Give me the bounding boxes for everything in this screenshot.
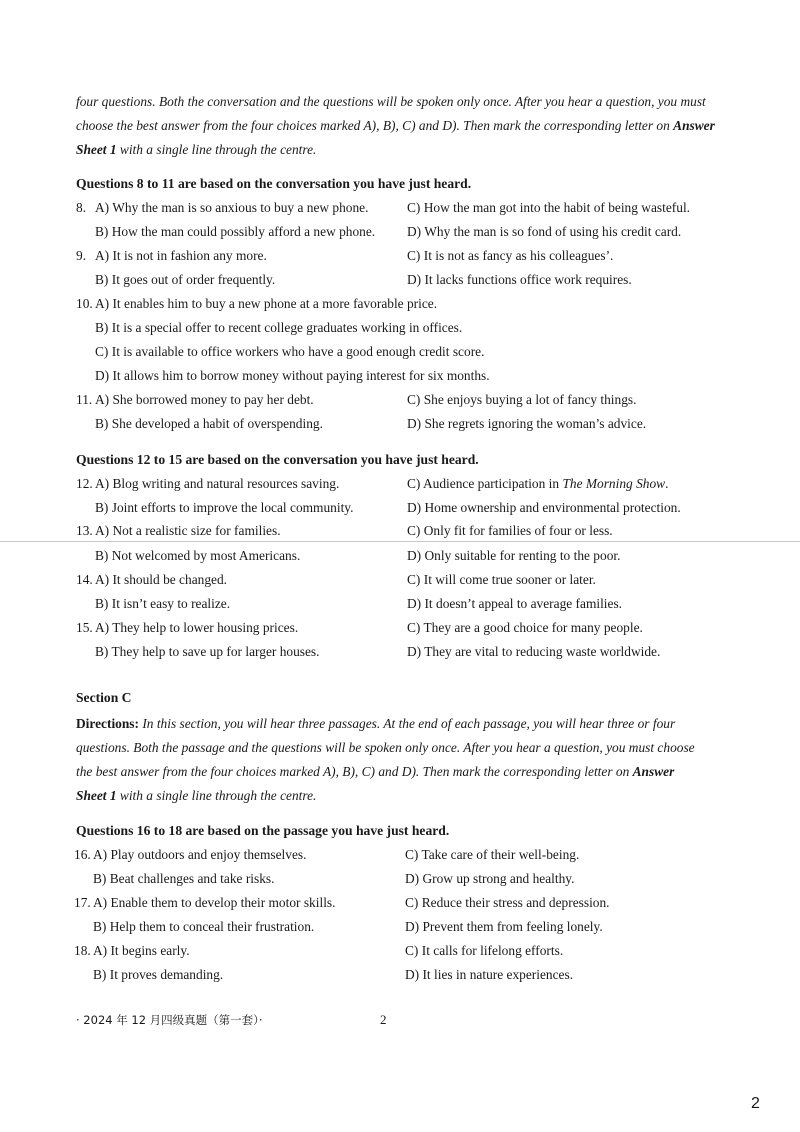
option-c: C) It will come true sooner or later. <box>407 572 596 587</box>
option-d: D) Home ownership and environmental protection. <box>407 500 681 515</box>
option-d: D) She regrets ignoring the woman’s advice. <box>407 416 647 431</box>
option-a: A) Blog writing and natural resources saving. <box>95 476 340 491</box>
option-c: C) Take care of their well-being. <box>405 847 580 862</box>
directions-text-end: with a single line through the centre. <box>116 788 317 803</box>
option-b: B) It isn’t easy to realize. <box>95 596 231 611</box>
option-d: D) It lies in nature experiences. <box>405 967 574 982</box>
fold-line-divider <box>0 541 800 542</box>
option-a: A) It is not in fashion any more. <box>95 248 267 263</box>
option-b: B) It proves demanding. <box>93 967 224 982</box>
intro-paragraph <box>76 90 716 162</box>
question-number: 8. <box>76 200 87 215</box>
question-10-option-b <box>0 320 800 342</box>
option-d: D) It allows him to borrow money without paying interest for six months. <box>95 368 490 383</box>
question-17-line-2 <box>0 919 800 941</box>
option-d: D) It lacks functions office work requires. <box>407 272 632 287</box>
option-c: C) How the man got into the habit of being wasteful. <box>407 200 691 215</box>
directions-text: In this section, you will hear three passages. At the end of each passage, you will hear three or four questions. Both the passage and the questions will be spoken only once. After you hear a question, you must choose the best answer from the four choices marked A), B), C) and D). Then mark the corresponding letter on <box>76 716 695 779</box>
option-c: C) It calls for lifelong efforts. <box>405 943 564 958</box>
question-17 <box>0 895 800 917</box>
question-9-line-2 <box>0 272 800 294</box>
option-a: A) Enable them to develop their motor skills. <box>93 895 336 910</box>
question-18 <box>0 943 800 965</box>
question-18-line-2 <box>0 967 800 989</box>
question-number: 18. <box>74 943 91 958</box>
option-a: A) Play outdoors and enjoy themselves. <box>93 847 307 862</box>
show-title: The Morning Show <box>562 476 666 491</box>
option-d: D) Grow up strong and healthy. <box>405 871 575 886</box>
option-c: C) It is not as fancy as his colleagues’. <box>407 248 614 263</box>
option-a: A) It should be changed. <box>95 572 228 587</box>
option-a: A) Not a realistic size for families. <box>95 523 281 538</box>
question-15 <box>0 620 800 642</box>
question-number: 13. <box>76 523 93 538</box>
intro-text-end: with a single line through the centre. <box>116 142 317 157</box>
question-11 <box>0 392 800 414</box>
option-b: B) She developed a habit of overspending. <box>95 416 323 431</box>
option-c <box>407 476 668 492</box>
option-c-text: C) Audience participation in <box>407 476 563 491</box>
option-a: A) Why the man is so anxious to buy a new phone. <box>95 200 369 215</box>
section-c-directions <box>76 712 706 808</box>
option-a: A) They help to lower housing prices. <box>95 620 299 635</box>
option-c-end: . <box>665 476 669 491</box>
option-a: A) It enables him to buy a new phone at a more favorable price. <box>95 296 438 311</box>
exam-footer-label: · 2024 年 12 月四级真题（第一套）· <box>76 1013 263 1027</box>
option-c: C) She enjoys buying a lot of fancy things. <box>407 392 637 407</box>
page-number: 2 <box>380 1012 387 1027</box>
option-b: B) Beat challenges and take risks. <box>93 871 275 886</box>
question-11-line-2 <box>0 416 800 438</box>
question-16-line-2 <box>0 871 800 893</box>
question-16 <box>0 847 800 869</box>
option-b: B) It goes out of order frequently. <box>95 272 276 287</box>
question-number: 12. <box>76 476 93 491</box>
questions-16-18-heading: Questions 16 to 18 are based on the passage you have just heard. <box>76 823 450 838</box>
question-15-line-2 <box>0 644 800 666</box>
intro-answer-sheet: Answer Sheet 1 <box>76 118 715 157</box>
directions-label: Directions: <box>76 716 139 731</box>
option-b: B) Joint efforts to improve the local community. <box>95 500 354 515</box>
question-9 <box>0 248 800 270</box>
question-number: 10. <box>76 296 93 311</box>
option-d: D) It doesn’t appeal to average families. <box>407 596 623 611</box>
question-number: 11. <box>76 392 93 407</box>
question-14-line-2 <box>0 596 800 618</box>
section-c-title: Section C <box>76 690 132 705</box>
option-a: A) It begins early. <box>93 943 190 958</box>
question-8 <box>0 200 800 222</box>
question-number: 9. <box>76 248 87 263</box>
question-number: 17. <box>74 895 91 910</box>
option-d: D) They are vital to reducing waste worldwide. <box>407 644 661 659</box>
question-12-line-2 <box>0 500 800 522</box>
option-c: C) It is available to office workers who have a good enough credit score. <box>95 344 485 359</box>
corner-page-number: 2 <box>751 1095 760 1112</box>
option-d: D) Only suitable for renting to the poor. <box>407 548 621 563</box>
question-8-line-2 <box>0 224 800 246</box>
option-b: B) It is a special offer to recent college graduates working in offices. <box>95 320 463 335</box>
questions-8-11-heading: Questions 8 to 11 are based on the conversation you have just heard. <box>76 176 472 191</box>
intro-text: four questions. Both the conversation and the questions will be spoken only once. After you hear a question, you must choose the best answer from the four choices marked A), B), C) and D). Then mark the corresponding letter on <box>76 94 706 133</box>
option-c: C) Reduce their stress and depression. <box>405 895 610 910</box>
directions-answer-sheet: Answer Sheet 1 <box>76 764 675 803</box>
question-14 <box>0 572 800 594</box>
question-number: 16. <box>74 847 91 862</box>
option-b: B) How the man could possibly afford a new phone. <box>95 224 376 239</box>
question-10-option-c <box>0 344 800 366</box>
question-number: 15. <box>76 620 93 635</box>
option-c: C) Only fit for families of four or less. <box>407 523 613 538</box>
question-13-line-2 <box>0 548 800 570</box>
option-c: C) They are a good choice for many people. <box>407 620 643 635</box>
question-10 <box>0 296 800 318</box>
question-12 <box>0 476 800 498</box>
question-10-option-d <box>0 368 800 390</box>
option-d: D) Why the man is so fond of using his credit card. <box>407 224 682 239</box>
option-d: D) Prevent them from feeling lonely. <box>405 919 603 934</box>
questions-12-15-heading: Questions 12 to 15 are based on the conversation you have just heard. <box>76 452 479 467</box>
option-b: B) Not welcomed by most Americans. <box>95 548 301 563</box>
option-b: B) They help to save up for larger houses. <box>95 644 320 659</box>
option-a: A) She borrowed money to pay her debt. <box>95 392 314 407</box>
question-number: 14. <box>76 572 93 587</box>
option-b: B) Help them to conceal their frustration. <box>93 919 315 934</box>
